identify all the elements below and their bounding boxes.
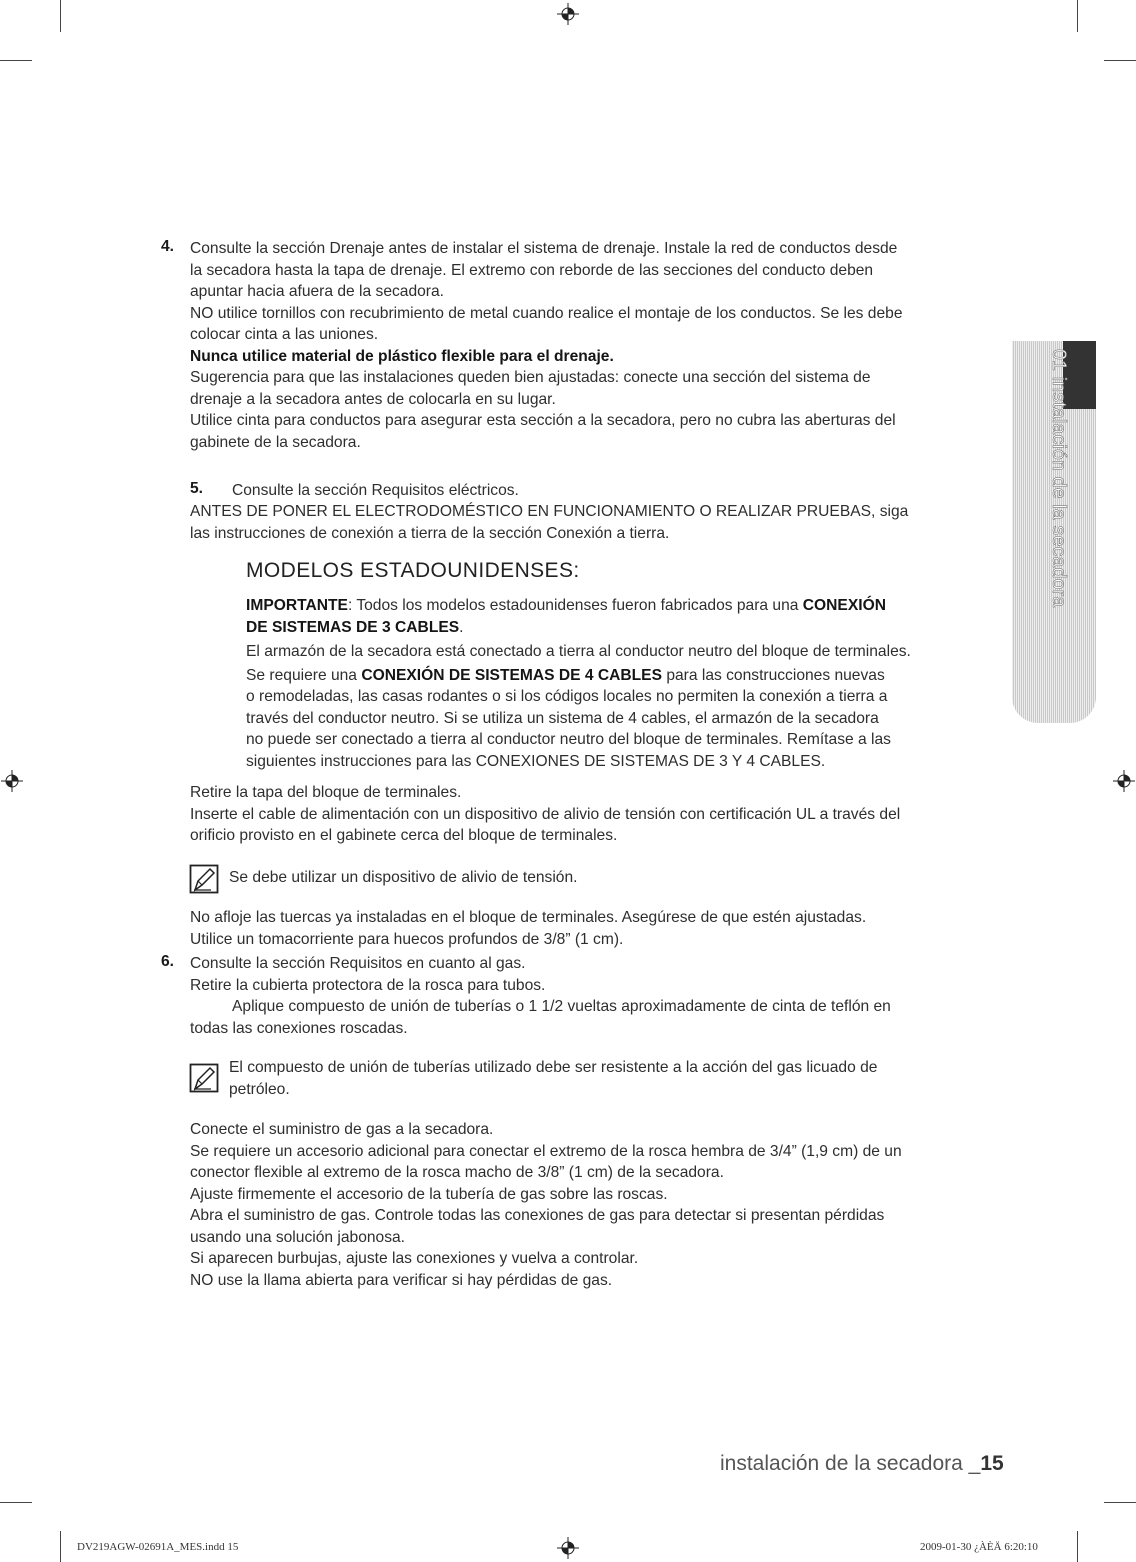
paragraph-line: Utilice un tomacorriente para huecos profundos de 3/8” (1 cm). [190,930,624,948]
paragraph-line: El armazón de la secadora está conectado a tierra al conductor neutro del bloque de terminales. [246,643,911,660]
important-end: . [459,618,464,636]
terminal-body-2 [190,907,1000,950]
paragraph-line: Sugerencia para que las instalaciones queden bien ajustadas: conecte una sección del sistema de [190,369,871,386]
paragraph-line: o remodeladas, las casas rodantes o si los códigos locales no permiten la conexión a tierra a [246,688,888,705]
important-bold: DE SISTEMAS DE 3 CABLES [246,618,460,636]
footer-section-name: instalación de la secadora _ [720,1452,981,1475]
paragraph-line: ANTES DE PONER EL ELECTRODOMÉSTICO EN FUNCIONAMIENTO O REALIZAR PRUEBAS, siga [190,503,909,520]
paragraph-line: Utilice cinta para conductos para asegurar esta sección a la secadora, pero no cubra las aberturas del [190,412,896,429]
terminal-body [190,782,1000,847]
note-icon [189,864,219,894]
paragraph-line: Conecte el suministro de gas a la secadora. [190,1121,494,1138]
step-number: 4. [161,238,175,255]
paragraph-line: través del conductor neutro. Si se utiliza un sistema de 4 cables, el armazón de la secadora [246,709,879,727]
crop-mark [0,60,32,61]
crop-mark [60,1531,61,1562]
paragraph-line: no puede ser conectado a tierra al conductor neutro del bloque de terminales. Remítase a las [246,731,891,748]
paragraph-line: NO use la llama abierta para verificar si hay pérdidas de gas. [190,1271,613,1289]
step-5-lead: Consulte la sección Requisitos eléctricos. [232,482,519,499]
chapter-tab-label: 01 instalación de la secadora [1048,349,1070,608]
paragraph-line: apuntar hacia afuera de la secadora. [190,283,445,300]
step-number: 5. [190,480,204,497]
print-slug-left: DV219AGW-02691A_MES.indd 15 [77,1541,239,1553]
crop-mark [1077,0,1078,32]
section-heading: MODELOS ESTADOUNIDENSES: [246,559,580,582]
paragraph-line: conector flexible al extremo de la rosca macho de 3/8” (1 cm) de la secadora. [190,1164,724,1181]
paragraph-line: Abra el suministro de gas. Controle todas las conexiones de gas para detectar si presentan pérdidas [190,1207,885,1224]
registration-mark-icon [1,770,23,792]
paragraph-line: gabinete de la secadora. [190,433,361,451]
paragraph-line: todas las conexiones roscadas. [190,1019,408,1037]
step-6-body [190,953,1000,1039]
print-slug-right: 2009-01-30 ¿ÀÈÄ 6:20:10 [920,1541,1038,1553]
paragraph-line: Consulte la sección Drenaje antes de instalar el sistema de drenaje. Instale la red de conductos desde [190,240,898,257]
step-4-body [190,238,1000,453]
registration-mark-icon [557,1537,579,1559]
important-label: IMPORTANTE [246,597,348,614]
paragraph-line: siguientes instrucciones para las CONEXIONES DE SISTEMAS DE 3 Y 4 CABLES. [246,752,826,770]
step-number: 6. [161,953,175,970]
registration-mark-icon [1113,770,1135,792]
paragraph-line: Aplique compuesto de unión de tuberías o 1 1/2 vueltas aproximadamente de cinta de teflón en [232,998,891,1015]
paragraph-line: drenaje a la secadora antes de colocarla en su lugar. [190,390,556,408]
crop-mark [0,1502,32,1503]
paragraph-line: orificio provisto en el gabinete cerca del bloque de terminales. [190,827,618,844]
paragraph-line: Si aparecen burbujas, ajuste las conexiones y vuelva a controlar. [190,1250,639,1267]
gas-note [229,1057,989,1100]
page-number: 15 [980,1452,1004,1475]
important-line [246,617,1006,639]
important-text: : Todos los modelos estadounidenses fueron fabricados para una [347,597,803,614]
note-text: Se debe utilizar un dispositivo de alivio de tensión. [229,869,578,886]
important-bold: CONEXIÓN [802,597,886,614]
us-models-body [246,595,1006,772]
paragraph-line: las instrucciones de conexión a tierra de la sección Conexión a tierra. [190,524,670,542]
paragraph-line: la secadora hasta la tapa de drenaje. El extremo con reborde de las secciones del conducto deben [190,261,874,279]
paragraph-line: Retire la cubierta protectora de la rosca para tubos. [190,976,546,994]
crop-mark [1104,1502,1136,1503]
paragraph-line: Inserte el cable de alimentación con un dispositivo de alivio de tensión con certificación UL a través del [190,805,901,823]
paragraph-line: Retire la tapa del bloque de terminales. [190,784,462,801]
four-wire-bold: CONEXIÓN DE SISTEMAS DE 4 CABLES [361,666,662,684]
note-line: petróleo. [229,1080,290,1098]
page-footer-title [720,1452,1004,1476]
text-span: para las construcciones nuevas [661,666,885,684]
paragraph-line: Ajuste firmemente el accesorio de la tubería de gas sobre las roscas. [190,1185,668,1203]
note-icon [189,1063,219,1093]
drain-warning: Nunca utilice material de plástico flexible para el drenaje. [190,347,614,365]
paragraph-line: Se requiere un accesorio adicional para conectar el extremo de la rosca hembra de 3/4” (1,9 cm) de un [190,1142,902,1160]
crop-mark [1077,1531,1078,1562]
paragraph-line: colocar cinta a las uniones. [190,326,379,343]
text-span: Se requiere una [246,666,362,684]
paragraph-line: No afloje las tuercas ya instaladas en el bloque de terminales. Asegúrese de que estén ajustadas. [190,909,867,926]
paragraph-line: NO utilice tornillos con recubrimiento de metal cuando realice el montaje de los conductos. Se les debe [190,304,903,322]
step-6-body-2 [190,1119,1005,1291]
crop-mark [1104,60,1136,61]
step-5-body [190,501,1000,544]
registration-mark-icon [557,3,579,25]
important-line [246,595,1006,617]
note-line: El compuesto de unión de tuberías utilizado debe ser resistente a la acción del gas licuado de [229,1059,878,1076]
paragraph-line: usando una solución jabonosa. [190,1228,406,1246]
four-wire-line [246,665,1006,687]
crop-mark [60,0,61,32]
paragraph-line: Consulte la sección Requisitos en cuanto al gas. [190,955,526,972]
